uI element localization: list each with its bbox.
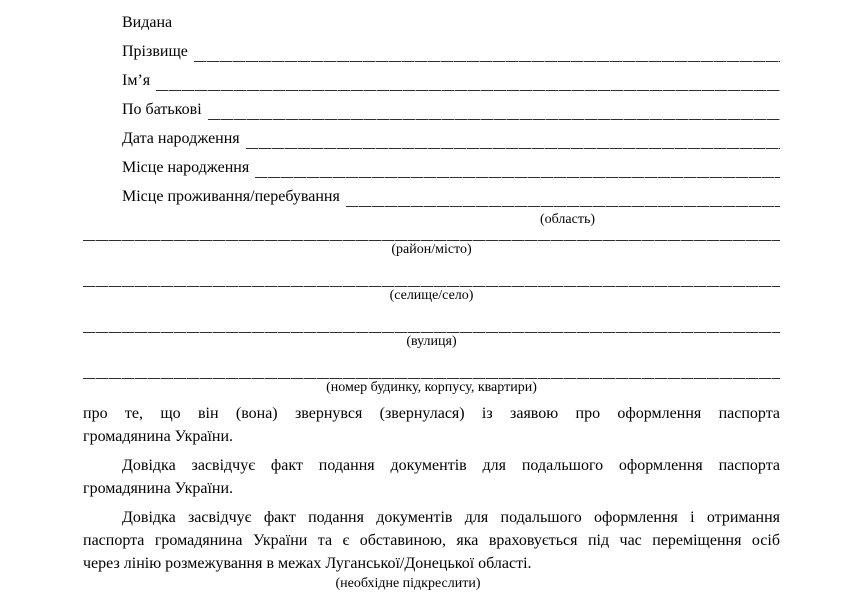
blank-line-birthplace	[255, 153, 780, 178]
field-label-firstname: Ім’я	[122, 72, 151, 89]
paragraph-line: Довідка засвідчує факт подання документів для подальшого оформлення і отримання	[122, 509, 780, 526]
ruled-block-settlement-village	[83, 286, 780, 304]
blank-line-birthdate	[246, 124, 780, 149]
ruled-block-street	[83, 332, 780, 350]
paragraph-application-statement	[83, 402, 780, 448]
paragraph-crossing-provision	[83, 506, 780, 575]
ruled-block-district-city	[83, 240, 780, 258]
field-row-surname	[83, 37, 780, 66]
paragraph-line: про те, що він (вона) звернувся (звернулася) із заявою про оформлення паспорта	[83, 405, 780, 422]
ruled-caption-house-number: (номер будинку, корпусу, квартири)	[326, 380, 537, 395]
field-label-surname: Прізвище	[122, 43, 188, 60]
blank-line-patronymic	[208, 95, 780, 120]
paragraph-line: через лінію розмежування в межах Луганської/Донецької області.	[83, 555, 532, 572]
ruled-caption-settlement-village: (селище/село)	[389, 288, 474, 303]
caption-oblast: (область)	[539, 212, 595, 227]
ruled-caption-street: (вулиця)	[406, 334, 457, 349]
blank-line-surname	[194, 37, 780, 62]
paragraph-certificate-confirmation	[83, 454, 780, 500]
field-label-patronymic: По батькові	[122, 101, 202, 118]
field-label-birthdate: Дата народження	[122, 130, 240, 147]
field-row-issued	[83, 8, 780, 37]
paragraph-line: паспорта громадянина України та є обставиною, яка враховується під час переміщення осіб	[83, 532, 780, 549]
field-row-birthplace	[83, 153, 780, 182]
blank-line-residence	[346, 182, 780, 207]
issued-label: Видана	[122, 14, 173, 31]
blank-line-firstname	[156, 66, 780, 91]
field-row-residence	[83, 182, 780, 211]
field-row-firstname	[83, 66, 780, 95]
ruled-caption-district-city: (район/місто)	[391, 242, 472, 257]
underline-note: (необхідне підкреслити)	[335, 576, 481, 591]
paragraph-line: громадянина України.	[83, 428, 234, 445]
ruled-block-house-number	[83, 378, 780, 396]
field-row-birthdate	[83, 124, 780, 153]
field-row-patronymic	[83, 95, 780, 124]
paragraph-line: громадянина України.	[83, 480, 234, 497]
paragraph-line: Довідка засвідчує факт подання документів для подальшого оформлення паспорта	[122, 457, 780, 474]
field-label-residence: Місце проживання/перебування	[122, 188, 340, 205]
field-label-birthplace: Місце народження	[122, 159, 250, 176]
